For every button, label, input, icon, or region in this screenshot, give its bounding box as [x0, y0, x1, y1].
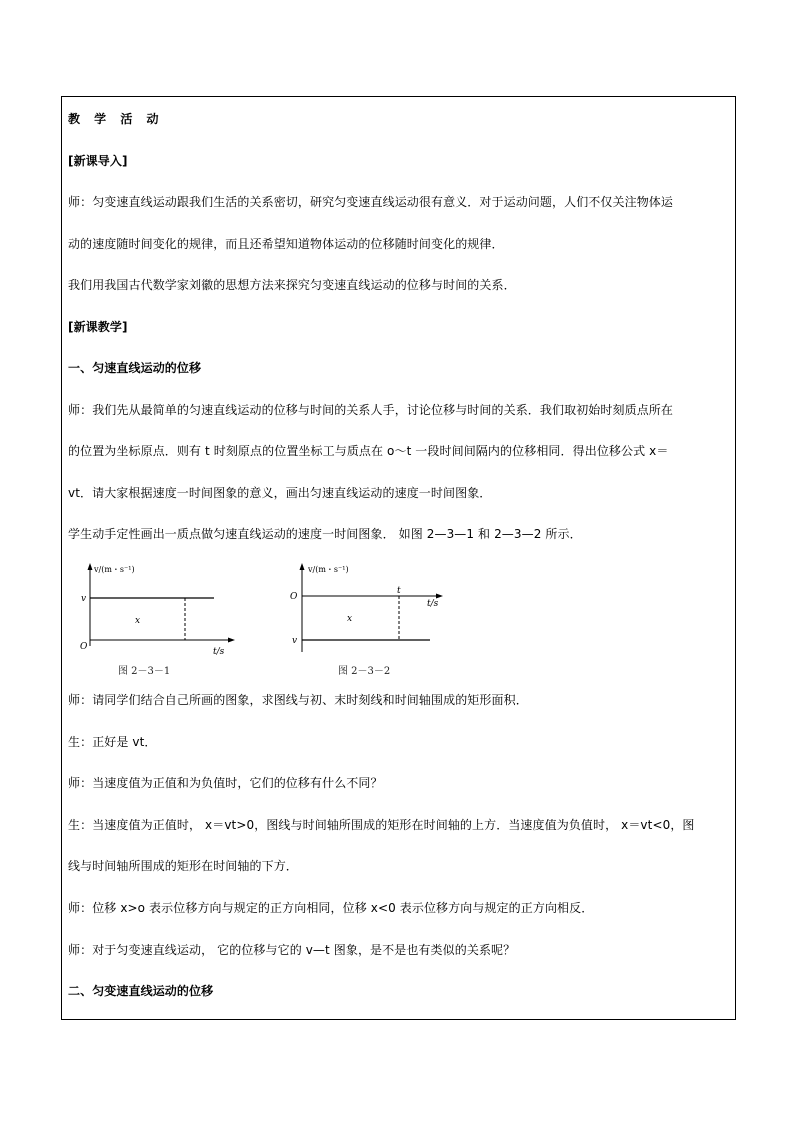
lesson-frame: [61, 96, 736, 1020]
fig2-x-label: x: [347, 614, 353, 624]
paragraph-8a: 生：当速度值为正值时， x＝vt>0，图线与时间轴所围成的矩形在时间轴的上方．当速度值为负值时， x＝vt<0，图: [68, 818, 695, 832]
fig2-t-axis-arrow: [436, 594, 443, 599]
fig1-ylabel: v/(m・s⁻¹): [94, 565, 135, 574]
fig2-ylabel: v/(m・s⁻¹): [308, 565, 349, 574]
figure-2-3-1-caption: 图 2－3－1: [118, 666, 171, 677]
paragraph-9: 师：位移 x>o 表示位移方向与规定的正方向相同，位移 x<0 表示位移方向与规定的正方向相反．: [68, 901, 594, 915]
fig2-v-axis-arrow: [300, 563, 305, 570]
paragraph-3b: 的位置为坐标原点．则有 t 时刻原点的位置坐标工与质点在 o～t 一段时间间隔内的位移相同．得出位移公式 x＝: [68, 444, 669, 458]
fig1-x-label: x: [135, 616, 141, 626]
paragraph-2: 我们用我国古代数学家刘徽的思想方法来探究匀变速直线运动的位移与时间的关系．: [68, 278, 516, 292]
fig1-v-axis-arrow: [88, 563, 93, 570]
fig2-t-label: t: [397, 586, 401, 596]
paragraph-8b: 线与时间轴所围成的矩形在时间轴的下方．: [68, 859, 298, 873]
paragraph-5: 师：请同学们结合自己所画的图象，求图线与初、末时刻线和时间轴围成的矩形面积．: [68, 693, 528, 707]
subheading-accelerated-motion: 二、匀变速直线运动的位移: [68, 984, 214, 998]
paragraph-3c: vt．请大家根据速度一时间图象的意义，画出匀速直线运动的速度一时间图象．: [68, 486, 492, 500]
fig1-v-label: v: [81, 594, 87, 604]
page-heading: 教 学 活 动: [68, 112, 164, 126]
fig1-t-label: t/s: [213, 647, 225, 657]
paragraph-3a: 师：我们先从最简单的匀速直线运动的位移与时间的关系人手，讨论位移与时间的关系．我们取初始时刻质点所在: [68, 403, 674, 417]
paragraph-1b: 动的速度随时间变化的规律，而且还希望知道物体运动的位移随时间变化的规律．: [68, 237, 504, 251]
paragraph-6: 生：正好是 vt．: [68, 735, 157, 749]
section-intro-heading: [新课导入]: [68, 154, 128, 168]
fig2-v-label: v: [292, 636, 298, 646]
paragraph-1a: 师：匀变速直线运动跟我们生活的关系密切，研究匀变速直线运动很有意义．对于运动问题，人们不仅关注物体运: [68, 195, 674, 209]
fig1-t-axis-arrow: [228, 638, 235, 643]
paragraph-7: 师：当速度值为正值和为负值时，它们的位移有什么不同？: [68, 776, 383, 790]
subheading-uniform-motion: 一、匀速直线运动的位移: [68, 361, 202, 375]
figure-2-3-2-caption: 图 2－3－2: [338, 666, 391, 677]
fig2-tlabel: t/s: [427, 599, 439, 609]
paragraph-10: 师：对于匀变速直线运动， 它的位移与它的 v—t 图象，是不是也有类似的关系呢？: [68, 943, 516, 957]
paragraph-4: 学生动手定性画出一质点做匀速直线运动的速度一时间图象． 如图 2—3—1 和 2—3—2 所示．: [68, 527, 582, 541]
section-teach-heading: [新课教学]: [68, 320, 128, 334]
fig1-origin-label: O: [80, 642, 88, 652]
fig2-origin-label: O: [290, 592, 298, 602]
